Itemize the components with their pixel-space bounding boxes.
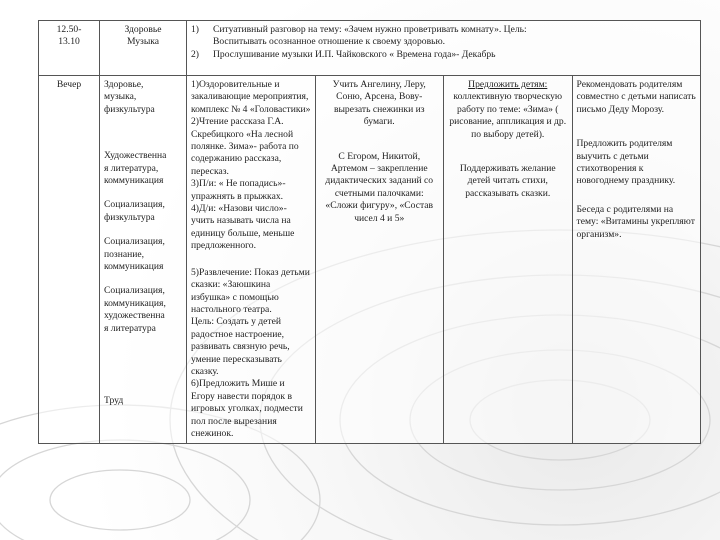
individual-work-cell [315,76,444,444]
areas-cell [100,76,187,444]
time-cell [39,76,100,444]
table-row-noon [39,21,701,76]
parents-item: Рекомендовать родителям совместно с детьми написать письмо Деду Морозу. [576,79,696,115]
areas-cell [100,21,187,76]
environment-heading: Предложить детям: [468,79,548,90]
environment-b: Поддерживать желание детей читать стихи, рассказывать сказки. [459,163,556,199]
area-group: Социализация, коммуникация, художественна я литература [104,285,166,334]
area-group: Художественна я литература, коммуникация [104,150,167,187]
activities-merged-cell [187,21,701,76]
areas-label: Здоровье Музыка [124,24,162,48]
item-text: Прослушивание музыки И.П. Чайковского « Времена года»- Декабрь [213,48,496,60]
area-group: Здоровье, музыка, физкультура [104,79,155,115]
activities-part-b: 5)Развлечение: Показ детьми сказки: «Заюшкина избушка» с помощью настольного театра. Цель: Создать у детей радостное настроение, развивать связную речь, умение пересказывать сказку. 6)Предложить Мише и Егору навести порядок в игровых уголках, подмести пол после вырезания снежинок. [191,266,310,439]
parents-item: Предложить родителям выучить с детьми стихотворения к новогоднему празднику. [576,138,676,187]
area-group: Социализация, познание, коммуникация [104,236,165,273]
item-number: 1) [191,24,199,35]
item-text: Ситуативный разговор на тему: «Зачем нужно проветривать комнату». Цель: Воспитывать осознанное отношение к своему здоровью. [213,24,527,48]
area-group: Социализация, физкультура [104,199,165,223]
parents-cell [572,76,701,444]
table-row-evening [39,76,701,444]
individual-work-a: Учить Ангелину, Леру, Соню, Арсена, Вову- вырезать снежинки из бумаги. [332,79,426,128]
activities-part-a: 1)Оздоровительные и закаливающие мероприятия, комплекс № 4 «Головастики» 2)Чтение рассказа Г.А. Скребицкого «На лесной полянке. Зима»- работа по содержанию рассказа, пересказ. 3)П/и: « Не попадись»- упражнять в прыжках. 4)Д/и: «Назови число»- учить называть числа на единицу больше, меньше предложенного. [191,79,311,252]
environment-cell [444,76,573,444]
time-cell [39,21,100,76]
time-label: 12.50- 13.10 [56,24,82,48]
plan-table [38,20,701,444]
area-group: Труд [104,395,124,407]
parents-item: Беседа с родителями на тему: «Витамины укрепляют организм». [576,203,695,240]
individual-work-b: С Егором, Никитой, Артемом – закрепление дидактических заданий со счетными палочками: «Сложи фигуру», «Состав чисел 4 и 5» [325,150,434,224]
time-label: Вечер [56,79,82,90]
environment-a: коллективную творческую работу по теме: «Зима» ( рисование, аппликация и др. по выбору детей). [449,91,567,140]
item-number: 2) [191,48,199,60]
activities-cell [187,76,316,444]
numbered-item [191,49,696,61]
numbered-item [191,24,696,49]
